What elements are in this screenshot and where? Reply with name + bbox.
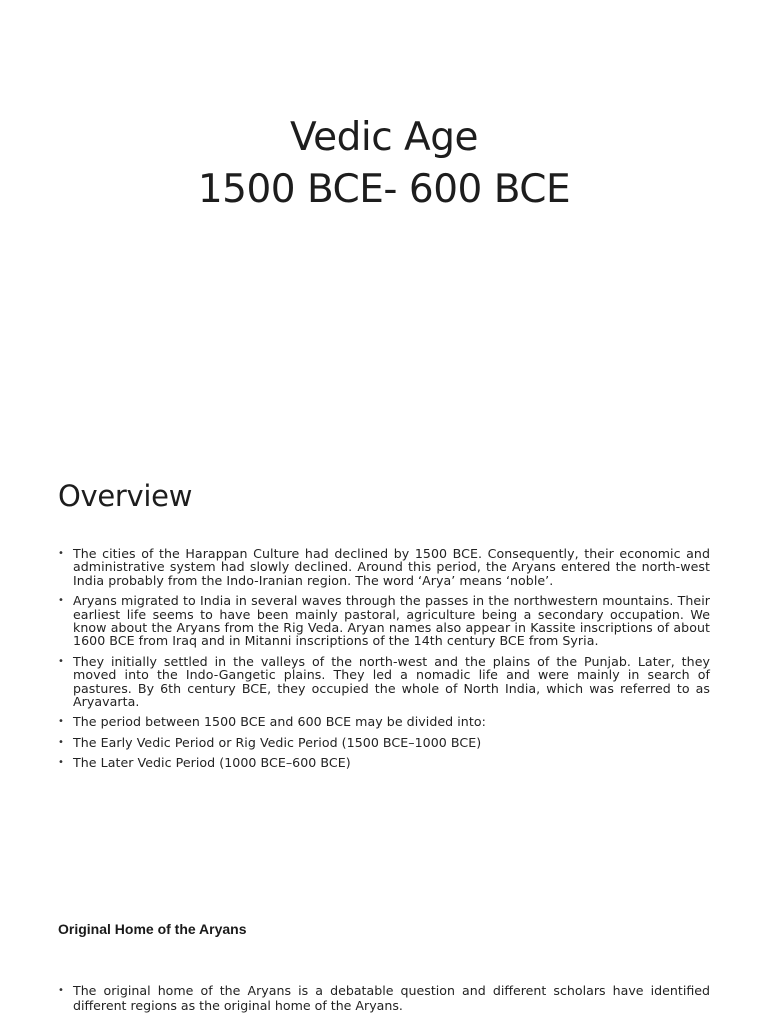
title-slide xyxy=(0,0,768,440)
bullet-icon: • xyxy=(58,757,64,769)
bullet-text: The original home of the Aryans is a debatable question and different scholars have identified different regions as the original home of the Aryans. xyxy=(73,983,710,1013)
bullet-text: The period between 1500 BCE and 600 BCE may be divided into: xyxy=(73,714,486,730)
original-home-bullet-list xyxy=(58,984,710,1013)
title-line-1: Vedic Age xyxy=(289,115,478,160)
list-item xyxy=(58,984,710,1013)
list-item xyxy=(58,655,710,709)
bullet-text: The Later Vedic Period (1000 BCE–600 BCE) xyxy=(73,755,351,771)
bullet-icon: • xyxy=(58,548,64,559)
list-item xyxy=(58,547,710,587)
overview-bullet-list xyxy=(58,547,710,777)
overview-heading: Overview xyxy=(58,479,193,513)
bullet-icon: • xyxy=(58,985,64,996)
bullet-text: The cities of the Harappan Culture had declined by 1500 BCE. Consequently, their economic and administrative system had slowly declined. Around this period, the Aryans entered the north-west India probably from the Indo-Iranian region. The word ‘Arya’ means ‘noble’. xyxy=(73,546,710,588)
list-item xyxy=(58,756,710,769)
title-line-2: 1500 BCE- 600 BCE xyxy=(197,167,571,212)
bullet-icon: • xyxy=(58,595,64,607)
list-item xyxy=(58,736,710,749)
original-home-heading: Original Home of the Aryans xyxy=(58,921,247,937)
bullet-text: They initially settled in the valleys of the north-west and the plains of the Punjab. Later, they moved into the Indo-Gangetic plains. They led a nomadic life and were mainly in search of pastures. By 6th century BCE, they occupied the whole of North India, which was referred to as Aryavarta. xyxy=(73,653,710,710)
bullet-icon: • xyxy=(58,716,64,728)
slide-title xyxy=(0,112,768,216)
bullet-icon: • xyxy=(58,736,64,748)
list-item xyxy=(58,715,710,728)
bullet-text: Aryans migrated to India in several waves through the passes in the northwestern mountains. Their earliest life seems to have been mainly pastoral, agriculture being a secondary occupation. We know about the Aryans from the Rig Veda. Aryan names also appear in Kassite inscriptions of about 1600 BCE from Iraq and in Mitanni inscriptions of the 14th century BCE from Syria. xyxy=(73,593,710,649)
list-item xyxy=(58,594,710,648)
bullet-icon: • xyxy=(58,655,64,667)
bullet-text: The Early Vedic Period or Rig Vedic Period (1500 BCE–1000 BCE) xyxy=(73,734,482,750)
